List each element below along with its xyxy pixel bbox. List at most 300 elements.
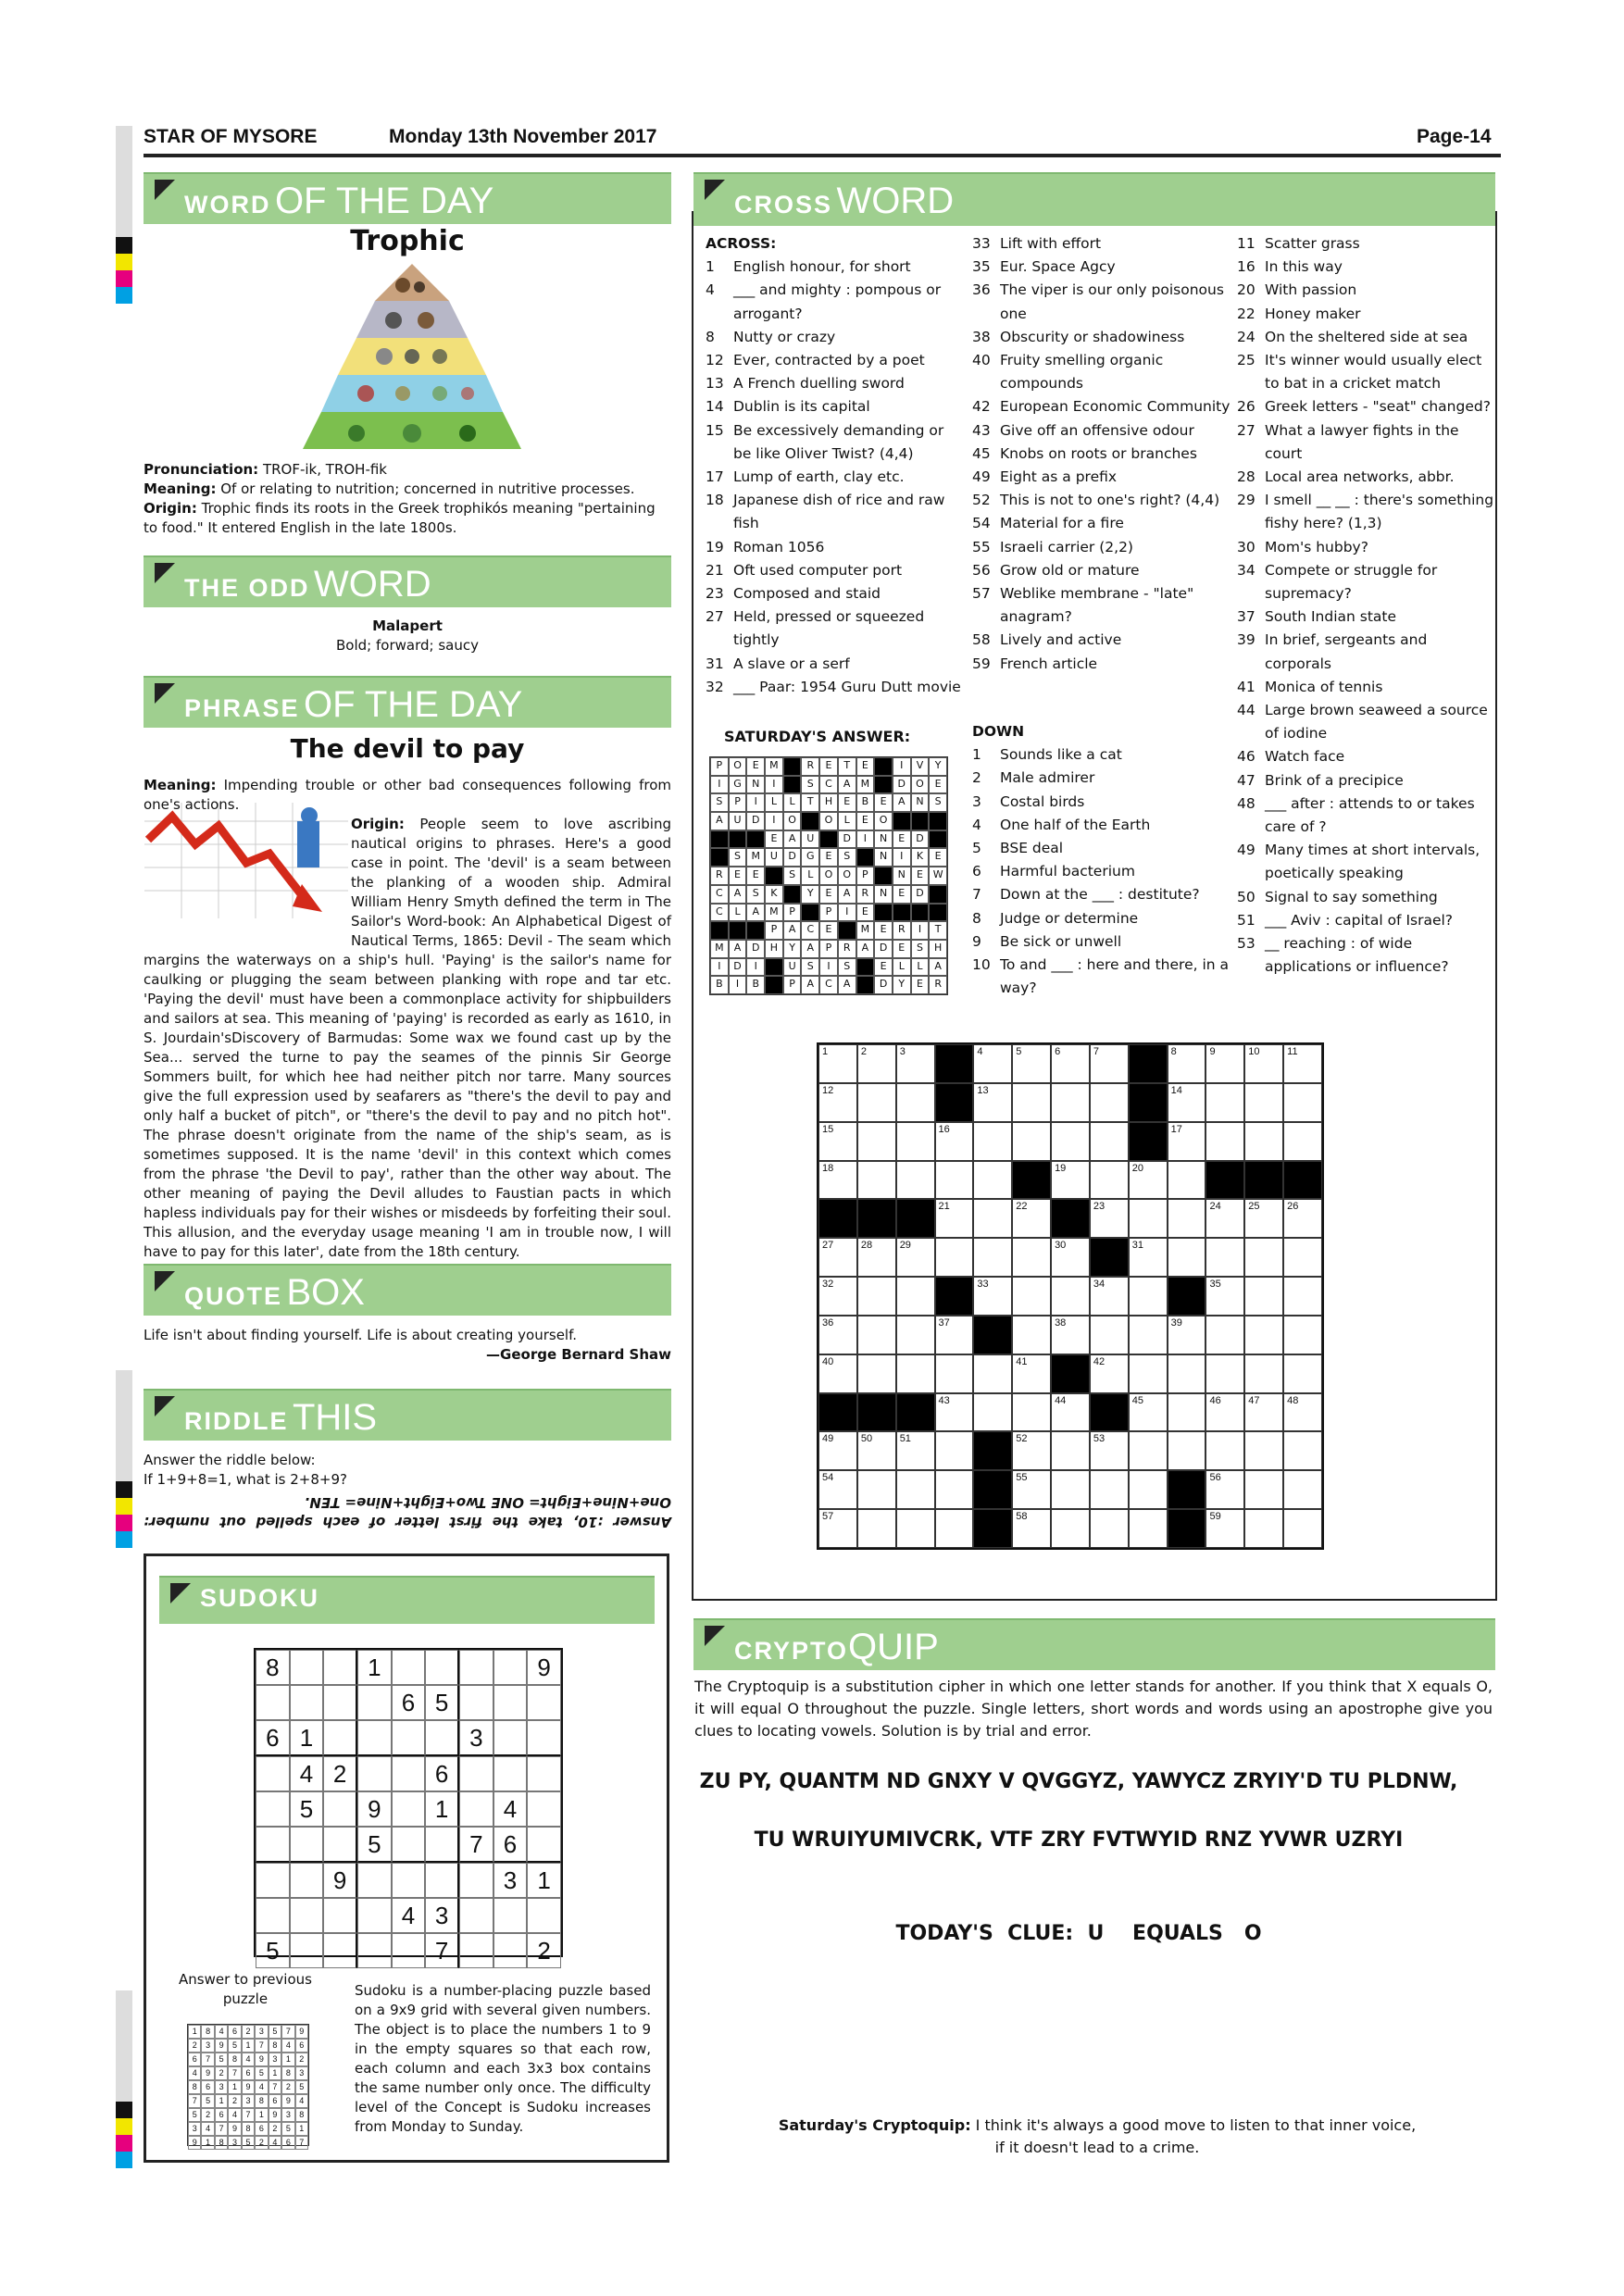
sudoku-cell[interactable] bbox=[323, 1898, 357, 1933]
crossword-cell[interactable] bbox=[1168, 1122, 1206, 1161]
crossword-cell[interactable] bbox=[1090, 1470, 1129, 1509]
crossword-cell[interactable] bbox=[1283, 1354, 1322, 1393]
sudoku-cell[interactable] bbox=[357, 1756, 392, 1791]
crossword-cell[interactable] bbox=[1283, 1316, 1322, 1354]
sudoku-cell[interactable] bbox=[392, 1720, 426, 1756]
sudoku-cell[interactable] bbox=[527, 1791, 561, 1827]
answer-cell: A bbox=[801, 976, 819, 994]
crossword-cell[interactable] bbox=[1206, 1044, 1244, 1083]
sudoku-cell[interactable] bbox=[290, 1827, 324, 1863]
answer-cell: M bbox=[856, 921, 875, 940]
crossword-cell[interactable] bbox=[1168, 1083, 1206, 1122]
answer-cell: A bbox=[729, 885, 747, 904]
answer-cell bbox=[874, 757, 893, 776]
crossword-cell[interactable] bbox=[1012, 1277, 1051, 1316]
crossword-cell[interactable] bbox=[1168, 1354, 1206, 1393]
crossword-cell[interactable] bbox=[1012, 1238, 1051, 1277]
sudoku-cell[interactable] bbox=[290, 1898, 324, 1933]
answer-cell: 4 bbox=[269, 2136, 281, 2150]
issue-date: Monday 13th November 2017 bbox=[389, 126, 657, 147]
crossword-cell[interactable] bbox=[857, 1354, 896, 1393]
answer-cell: 5 bbox=[269, 2025, 281, 2039]
clue-number: 30 bbox=[1055, 1240, 1067, 1252]
crossword-cell[interactable] bbox=[1244, 1470, 1283, 1509]
clue-item: 23 Composed and staid bbox=[706, 585, 881, 603]
clue-item: 8 Judge or determine bbox=[972, 909, 1139, 927]
crossword-cell[interactable] bbox=[818, 1316, 857, 1354]
sudoku-cell[interactable] bbox=[256, 1898, 290, 1933]
crossword-cell[interactable] bbox=[1283, 1470, 1322, 1509]
color-bar bbox=[116, 1515, 132, 1531]
answer-cell: 1 bbox=[242, 2039, 255, 2053]
answer-cell: 9 bbox=[295, 2025, 308, 2039]
answer-cell: N bbox=[874, 848, 893, 867]
answer-cell: 8 bbox=[295, 2108, 308, 2122]
sudoku-cell[interactable] bbox=[493, 1720, 528, 1756]
sudoku-cell[interactable] bbox=[323, 1933, 357, 1968]
crossword-cell[interactable] bbox=[935, 1238, 974, 1277]
clue-number: 16 bbox=[938, 1123, 950, 1135]
sudoku-cell[interactable] bbox=[425, 1650, 459, 1685]
crossword-cell[interactable] bbox=[1206, 1393, 1244, 1432]
crossword-cell[interactable] bbox=[818, 1277, 857, 1316]
clue-item: 21 Oft used computer port bbox=[706, 561, 903, 579]
sudoku-cell[interactable] bbox=[357, 1685, 392, 1720]
crossword-cell[interactable] bbox=[1090, 1277, 1129, 1316]
crossword-cell[interactable] bbox=[857, 1277, 896, 1316]
crossword-cell[interactable] bbox=[1206, 1083, 1244, 1122]
answer-cell: 7 bbox=[228, 2066, 241, 2080]
sudoku-cell[interactable] bbox=[493, 1685, 528, 1720]
crossword-cell[interactable] bbox=[818, 1161, 857, 1200]
crossword-cell[interactable] bbox=[1244, 1083, 1283, 1122]
crossword-cell[interactable] bbox=[935, 1354, 974, 1393]
sudoku-cell[interactable] bbox=[323, 1791, 357, 1827]
saturday-answer-grid bbox=[709, 756, 948, 995]
sudoku-cell: 7 bbox=[425, 1933, 459, 1968]
crossword-cell[interactable] bbox=[1244, 1393, 1283, 1432]
crossword-cell[interactable] bbox=[1051, 1161, 1090, 1200]
answer-cell: 6 bbox=[295, 2039, 308, 2053]
crossword-grid[interactable] bbox=[817, 1042, 1324, 1550]
crossword-cell[interactable] bbox=[1244, 1238, 1283, 1277]
crossword-cell[interactable] bbox=[935, 1470, 974, 1509]
crossword-cell[interactable] bbox=[1012, 1316, 1051, 1354]
crossword-cell[interactable] bbox=[1090, 1509, 1129, 1548]
crossword-cell[interactable] bbox=[1051, 1470, 1090, 1509]
crossword-cell[interactable] bbox=[1168, 1044, 1206, 1083]
crossword-cell[interactable] bbox=[1244, 1199, 1283, 1238]
crossword-cell[interactable] bbox=[1012, 1044, 1051, 1083]
answer-cell: S bbox=[838, 848, 856, 867]
crossword-cell[interactable] bbox=[1129, 1161, 1168, 1200]
crossword-cell[interactable] bbox=[973, 1277, 1012, 1316]
color-bar bbox=[116, 254, 132, 270]
answer-cell: 9 bbox=[242, 2080, 255, 2094]
crossword-cell[interactable] bbox=[1168, 1199, 1206, 1238]
answer-cell bbox=[874, 904, 893, 922]
answer-cell: 7 bbox=[201, 2053, 214, 2066]
crossword-cell[interactable] bbox=[1051, 1393, 1090, 1432]
crossword-cell[interactable] bbox=[896, 1470, 935, 1509]
crossword-cell[interactable] bbox=[1090, 1161, 1129, 1200]
crossword-cell[interactable] bbox=[1051, 1122, 1090, 1161]
crossword-cell[interactable] bbox=[896, 1161, 935, 1200]
sudoku-description: Sudoku is a number-placing puzzle based on a 9x9 grid with several given numbers. The object is to place the numbers 1 to 9 in the empty squares so that each row, each column and each 3x3 box contains the same number only once. The difficulty level of the Concept is Sudoku increases from Monday to Sunday. bbox=[355, 1982, 651, 2135]
clue-item: 35 Eur. Space Agcy bbox=[972, 258, 1116, 276]
crossword-cell[interactable] bbox=[1206, 1316, 1244, 1354]
crossword-cell[interactable] bbox=[818, 1083, 857, 1122]
sudoku-cell[interactable] bbox=[493, 1650, 528, 1685]
crossword-cell[interactable] bbox=[1168, 1431, 1206, 1470]
sudoku-cell[interactable] bbox=[425, 1720, 459, 1756]
answer-cell: 7 bbox=[255, 2039, 268, 2053]
crossword-cell[interactable] bbox=[818, 1122, 857, 1161]
odd-word-body: Malapert Bold; forward; saucy bbox=[336, 618, 479, 654]
riddle-header: RIDDLE THIS bbox=[144, 1389, 671, 1441]
clue-item: 42 European Economic Community bbox=[972, 398, 1230, 416]
sudoku-cell[interactable] bbox=[425, 1827, 459, 1863]
answer-cell: 1 bbox=[188, 2025, 201, 2039]
crossword-cell[interactable] bbox=[896, 1316, 935, 1354]
crossword-cell[interactable] bbox=[1129, 1393, 1168, 1432]
answer-cell: S bbox=[801, 776, 819, 794]
clue-item: 3 Costal birds bbox=[972, 792, 1085, 810]
crossword-cell[interactable] bbox=[1129, 1470, 1168, 1509]
crossword-cell[interactable] bbox=[896, 1044, 935, 1083]
sudoku-cell[interactable] bbox=[392, 1791, 426, 1827]
sudoku-cell[interactable] bbox=[493, 1756, 528, 1791]
crossword-cell[interactable] bbox=[1283, 1199, 1322, 1238]
sudoku-cell[interactable] bbox=[357, 1863, 392, 1898]
sudoku-cell[interactable] bbox=[392, 1756, 426, 1791]
crossword-cell[interactable] bbox=[896, 1083, 935, 1122]
answer-cell: T bbox=[801, 793, 819, 812]
crossword-cell[interactable] bbox=[1283, 1393, 1322, 1432]
sudoku-cell[interactable] bbox=[392, 1863, 426, 1898]
crossword-cell[interactable] bbox=[1244, 1316, 1283, 1354]
clue-number: 40 bbox=[822, 1355, 834, 1367]
crossword-cell[interactable] bbox=[1051, 1238, 1090, 1277]
clue-number: 8 bbox=[1170, 1046, 1177, 1057]
crossword-cell bbox=[935, 1083, 974, 1122]
sudoku-cell[interactable] bbox=[323, 1827, 357, 1863]
sudoku-cell[interactable] bbox=[256, 1791, 290, 1827]
sudoku-cell[interactable] bbox=[357, 1898, 392, 1933]
answer-cell bbox=[929, 812, 947, 830]
crossword-cell[interactable] bbox=[1168, 1161, 1206, 1200]
clue-item: 15 Be excessively demanding or be like Oliver Twist? (4,4) bbox=[706, 421, 944, 462]
answer-cell: D bbox=[911, 885, 930, 904]
clue-item: 27 Held, pressed or squeezed tightly bbox=[706, 608, 925, 649]
answer-cell: A bbox=[801, 940, 819, 958]
crossword-cell[interactable] bbox=[1244, 1122, 1283, 1161]
answer-cell: 1 bbox=[295, 2122, 308, 2136]
answer-cell: 7 bbox=[242, 2108, 255, 2122]
answer-cell: M bbox=[710, 940, 729, 958]
crossword-cell[interactable] bbox=[818, 1238, 857, 1277]
sudoku-cell[interactable] bbox=[392, 1650, 426, 1685]
sudoku-cell[interactable] bbox=[290, 1863, 324, 1898]
clue-item: 22 Honey maker bbox=[1237, 305, 1361, 322]
crossword-cell[interactable] bbox=[1283, 1083, 1322, 1122]
crossword-cell[interactable] bbox=[973, 1393, 1012, 1432]
sudoku-cell[interactable] bbox=[459, 1650, 493, 1685]
crossword-cell[interactable] bbox=[1012, 1509, 1051, 1548]
crossword-cell[interactable] bbox=[1051, 1083, 1090, 1122]
crossword-cell[interactable] bbox=[818, 1044, 857, 1083]
crossword-cell[interactable] bbox=[1051, 1316, 1090, 1354]
clue-item: 25 It's winner would usually elect to bat in a cricket match bbox=[1237, 352, 1482, 393]
answer-cell: 4 bbox=[295, 2094, 308, 2108]
answer-cell: E bbox=[856, 812, 875, 830]
sudoku-cell[interactable] bbox=[459, 1756, 493, 1791]
crossword-cell[interactable] bbox=[973, 1161, 1012, 1200]
clue-number: 28 bbox=[860, 1240, 873, 1252]
answer-cell: 8 bbox=[215, 2136, 228, 2150]
clue-number: 44 bbox=[1055, 1394, 1067, 1406]
sudoku-cell: 4 bbox=[392, 1898, 426, 1933]
crossword-cell[interactable] bbox=[1129, 1277, 1168, 1316]
sudoku-cell[interactable] bbox=[527, 1720, 561, 1756]
sudoku-cell[interactable] bbox=[256, 1685, 290, 1720]
sudoku-cell[interactable] bbox=[290, 1933, 324, 1968]
sudoku-cell[interactable] bbox=[323, 1685, 357, 1720]
crossword-cell[interactable] bbox=[973, 1044, 1012, 1083]
sudoku-cell[interactable] bbox=[459, 1863, 493, 1898]
crossword-cell[interactable] bbox=[1012, 1083, 1051, 1122]
sudoku-cell[interactable] bbox=[527, 1685, 561, 1720]
sudoku-cell[interactable] bbox=[527, 1898, 561, 1933]
crossword-cell[interactable] bbox=[1283, 1122, 1322, 1161]
clue-number: 36 bbox=[822, 1316, 834, 1329]
crossword-cell[interactable] bbox=[973, 1238, 1012, 1277]
crossword-cell[interactable] bbox=[935, 1122, 974, 1161]
crossword-cell[interactable] bbox=[1168, 1238, 1206, 1277]
crossword-cell[interactable] bbox=[973, 1122, 1012, 1161]
answer-cell: I bbox=[765, 776, 783, 794]
crossword-cell[interactable] bbox=[857, 1238, 896, 1277]
cryptoquip-header: CRYPTOQUIP bbox=[693, 1618, 1495, 1670]
sudoku-cell[interactable] bbox=[323, 1720, 357, 1756]
quote-author: —George Bernard Shaw bbox=[486, 1346, 671, 1363]
crossword-cell[interactable] bbox=[1051, 1277, 1090, 1316]
answer-cell: A bbox=[893, 793, 911, 812]
sudoku-cell[interactable] bbox=[323, 1650, 357, 1685]
clue-item: 47 Brink of a precipice bbox=[1237, 771, 1404, 789]
crossword-cell[interactable] bbox=[857, 1431, 896, 1470]
crossword-cell[interactable] bbox=[857, 1161, 896, 1200]
clue-item: 43 Give off an offensive odour bbox=[972, 421, 1194, 439]
answer-cell: 7 bbox=[188, 2094, 201, 2108]
sudoku-cell[interactable] bbox=[425, 1863, 459, 1898]
crossword-cell[interactable] bbox=[1129, 1354, 1168, 1393]
crossword-cell[interactable] bbox=[818, 1470, 857, 1509]
sudoku-cell: 5 bbox=[290, 1791, 324, 1827]
clue-item: 13 A French duelling sword bbox=[706, 375, 905, 393]
crossword-cell[interactable] bbox=[1090, 1122, 1129, 1161]
crossword-cell[interactable] bbox=[1283, 1238, 1322, 1277]
crossword-cell[interactable] bbox=[896, 1238, 935, 1277]
answer-cell: 4 bbox=[281, 2039, 294, 2053]
answer-cell bbox=[911, 904, 930, 922]
crossword-cell[interactable] bbox=[1206, 1354, 1244, 1393]
clue-item: 37 South Indian state bbox=[1237, 608, 1397, 626]
crossword-cell[interactable] bbox=[1244, 1509, 1283, 1548]
answer-cell bbox=[856, 976, 875, 994]
clue-number: 32 bbox=[822, 1279, 834, 1291]
crossword-cell[interactable] bbox=[1012, 1470, 1051, 1509]
crossword-cell[interactable] bbox=[1206, 1470, 1244, 1509]
crossword-cell[interactable] bbox=[935, 1393, 974, 1432]
clue-number: 50 bbox=[860, 1433, 873, 1445]
clue-item: 11 Scatter grass bbox=[1237, 235, 1360, 252]
sudoku-cell[interactable] bbox=[392, 1933, 426, 1968]
crossword-cell[interactable] bbox=[1206, 1431, 1244, 1470]
crossword-cell[interactable] bbox=[1129, 1316, 1168, 1354]
crossword-cell[interactable] bbox=[896, 1431, 935, 1470]
crossword-cell[interactable] bbox=[857, 1044, 896, 1083]
clue-number: 6 bbox=[1055, 1046, 1061, 1057]
crossword-cell[interactable] bbox=[1090, 1083, 1129, 1122]
answer-cell: E bbox=[765, 830, 783, 849]
crossword-cell[interactable] bbox=[1051, 1431, 1090, 1470]
sudoku-cell: 1 bbox=[425, 1791, 459, 1827]
sudoku-cell[interactable] bbox=[256, 1827, 290, 1863]
crossword-cell[interactable] bbox=[1244, 1354, 1283, 1393]
answer-cell: 3 bbox=[201, 2039, 214, 2053]
sudoku-cell[interactable] bbox=[459, 1685, 493, 1720]
sudoku-cell[interactable] bbox=[459, 1791, 493, 1827]
clue-item: 16 In this way bbox=[1237, 258, 1343, 276]
crossword-cell[interactable] bbox=[1244, 1044, 1283, 1083]
crossword-cell[interactable] bbox=[896, 1277, 935, 1316]
crossword-cell[interactable] bbox=[1283, 1044, 1322, 1083]
crossword-cell[interactable] bbox=[818, 1431, 857, 1470]
crossword-cell[interactable] bbox=[973, 1083, 1012, 1122]
sudoku-cell[interactable] bbox=[527, 1827, 561, 1863]
crossword-cell[interactable] bbox=[1283, 1277, 1322, 1316]
answer-cell: 1 bbox=[281, 2053, 294, 2066]
crossword-cell[interactable] bbox=[1283, 1431, 1322, 1470]
crossword-cell[interactable] bbox=[1244, 1277, 1283, 1316]
crossword-cell[interactable] bbox=[935, 1431, 974, 1470]
sudoku-cell[interactable] bbox=[290, 1650, 324, 1685]
crossword-cell[interactable] bbox=[1090, 1431, 1129, 1470]
crossword-cell[interactable] bbox=[857, 1083, 896, 1122]
crossword-cell[interactable] bbox=[1206, 1238, 1244, 1277]
answer-cell: D bbox=[893, 776, 911, 794]
crossword-cell[interactable] bbox=[1012, 1354, 1051, 1393]
crossword-cell[interactable] bbox=[935, 1316, 974, 1354]
crossword-cell[interactable] bbox=[1206, 1199, 1244, 1238]
sudoku-cell[interactable] bbox=[459, 1933, 493, 1968]
color-bar bbox=[116, 1531, 132, 1548]
crossword-cell[interactable] bbox=[1012, 1199, 1051, 1238]
crossword-cell bbox=[973, 1316, 1012, 1354]
crossword-cell[interactable] bbox=[857, 1122, 896, 1161]
crossword-cell[interactable] bbox=[1012, 1431, 1051, 1470]
sudoku-cell[interactable] bbox=[392, 1827, 426, 1863]
crossword-cell[interactable] bbox=[818, 1354, 857, 1393]
crossword-cell[interactable] bbox=[935, 1161, 974, 1200]
sudoku-cell[interactable] bbox=[527, 1756, 561, 1791]
crossword-cell[interactable] bbox=[1168, 1393, 1206, 1432]
crossword-cell[interactable] bbox=[1129, 1199, 1168, 1238]
crossword-cell[interactable] bbox=[857, 1470, 896, 1509]
crossword-cell[interactable] bbox=[1012, 1122, 1051, 1161]
crossword-cell[interactable] bbox=[1244, 1431, 1283, 1470]
crossword-cell[interactable] bbox=[1168, 1316, 1206, 1354]
crossword-cell[interactable] bbox=[1090, 1044, 1129, 1083]
crossword-cell[interactable] bbox=[1090, 1316, 1129, 1354]
clue-item: 10 To and ___ : here and there, in a way? bbox=[972, 956, 1230, 997]
crossword-cell[interactable] bbox=[1012, 1393, 1051, 1432]
sudoku-cell[interactable] bbox=[459, 1898, 493, 1933]
sudoku-header: SUDOKU bbox=[159, 1576, 655, 1624]
crossword-cell[interactable] bbox=[1206, 1277, 1244, 1316]
sudoku-cell[interactable] bbox=[493, 1933, 528, 1968]
crossword-cell[interactable] bbox=[1090, 1354, 1129, 1393]
sudoku-cell[interactable] bbox=[357, 1933, 392, 1968]
crossword-cell[interactable] bbox=[935, 1199, 974, 1238]
answer-cell: O bbox=[874, 812, 893, 830]
sudoku-cell[interactable] bbox=[357, 1720, 392, 1756]
answer-cell: 8 bbox=[269, 2039, 281, 2053]
crossword-cell[interactable] bbox=[896, 1354, 935, 1393]
crossword-cell[interactable] bbox=[973, 1354, 1012, 1393]
answer-cell: D bbox=[746, 940, 765, 958]
crossword-cell[interactable] bbox=[935, 1509, 974, 1548]
answer-cell: 5 bbox=[242, 2136, 255, 2150]
crossword-cell[interactable] bbox=[1051, 1044, 1090, 1083]
answer-cell: 6 bbox=[201, 2080, 214, 2094]
corner-triangle-icon bbox=[155, 180, 175, 200]
clue-number: 1 bbox=[822, 1046, 829, 1057]
crossword-cell[interactable] bbox=[1090, 1199, 1129, 1238]
sudoku-cell[interactable] bbox=[493, 1898, 528, 1933]
clue-number: 9 bbox=[1209, 1046, 1216, 1057]
clue-item: 33 Lift with effort bbox=[972, 235, 1102, 252]
crossword-cell[interactable] bbox=[1129, 1238, 1168, 1277]
answer-cell: S bbox=[929, 793, 947, 812]
sudoku-cell[interactable] bbox=[256, 1756, 290, 1791]
sudoku-cell[interactable] bbox=[256, 1863, 290, 1898]
sudoku-cell: 7 bbox=[459, 1827, 493, 1863]
crossword-cell[interactable] bbox=[857, 1509, 896, 1548]
crossword-cell[interactable] bbox=[973, 1199, 1012, 1238]
crossword-cell[interactable] bbox=[857, 1316, 896, 1354]
answer-cell: V bbox=[911, 757, 930, 776]
answer-cell: 1 bbox=[201, 2136, 214, 2150]
answer-cell: Y bbox=[929, 757, 947, 776]
crossword-cell[interactable] bbox=[1129, 1509, 1168, 1548]
sudoku-cell[interactable] bbox=[290, 1685, 324, 1720]
crossword-cell[interactable] bbox=[1206, 1122, 1244, 1161]
crossword-cell[interactable] bbox=[1129, 1431, 1168, 1470]
crossword-cell[interactable] bbox=[1051, 1509, 1090, 1548]
sudoku-cell: 5 bbox=[256, 1933, 290, 1968]
crossword-cell[interactable] bbox=[1283, 1509, 1322, 1548]
crossword-cell[interactable] bbox=[818, 1509, 857, 1548]
crossword-cell[interactable] bbox=[1206, 1509, 1244, 1548]
crossword-cell[interactable] bbox=[896, 1122, 935, 1161]
sudoku-cell: 9 bbox=[527, 1650, 561, 1685]
answer-cell: 2 bbox=[201, 2108, 214, 2122]
answer-cell: L bbox=[783, 793, 802, 812]
crossword-cell[interactable] bbox=[896, 1509, 935, 1548]
sudoku-grid[interactable] bbox=[254, 1648, 563, 1965]
